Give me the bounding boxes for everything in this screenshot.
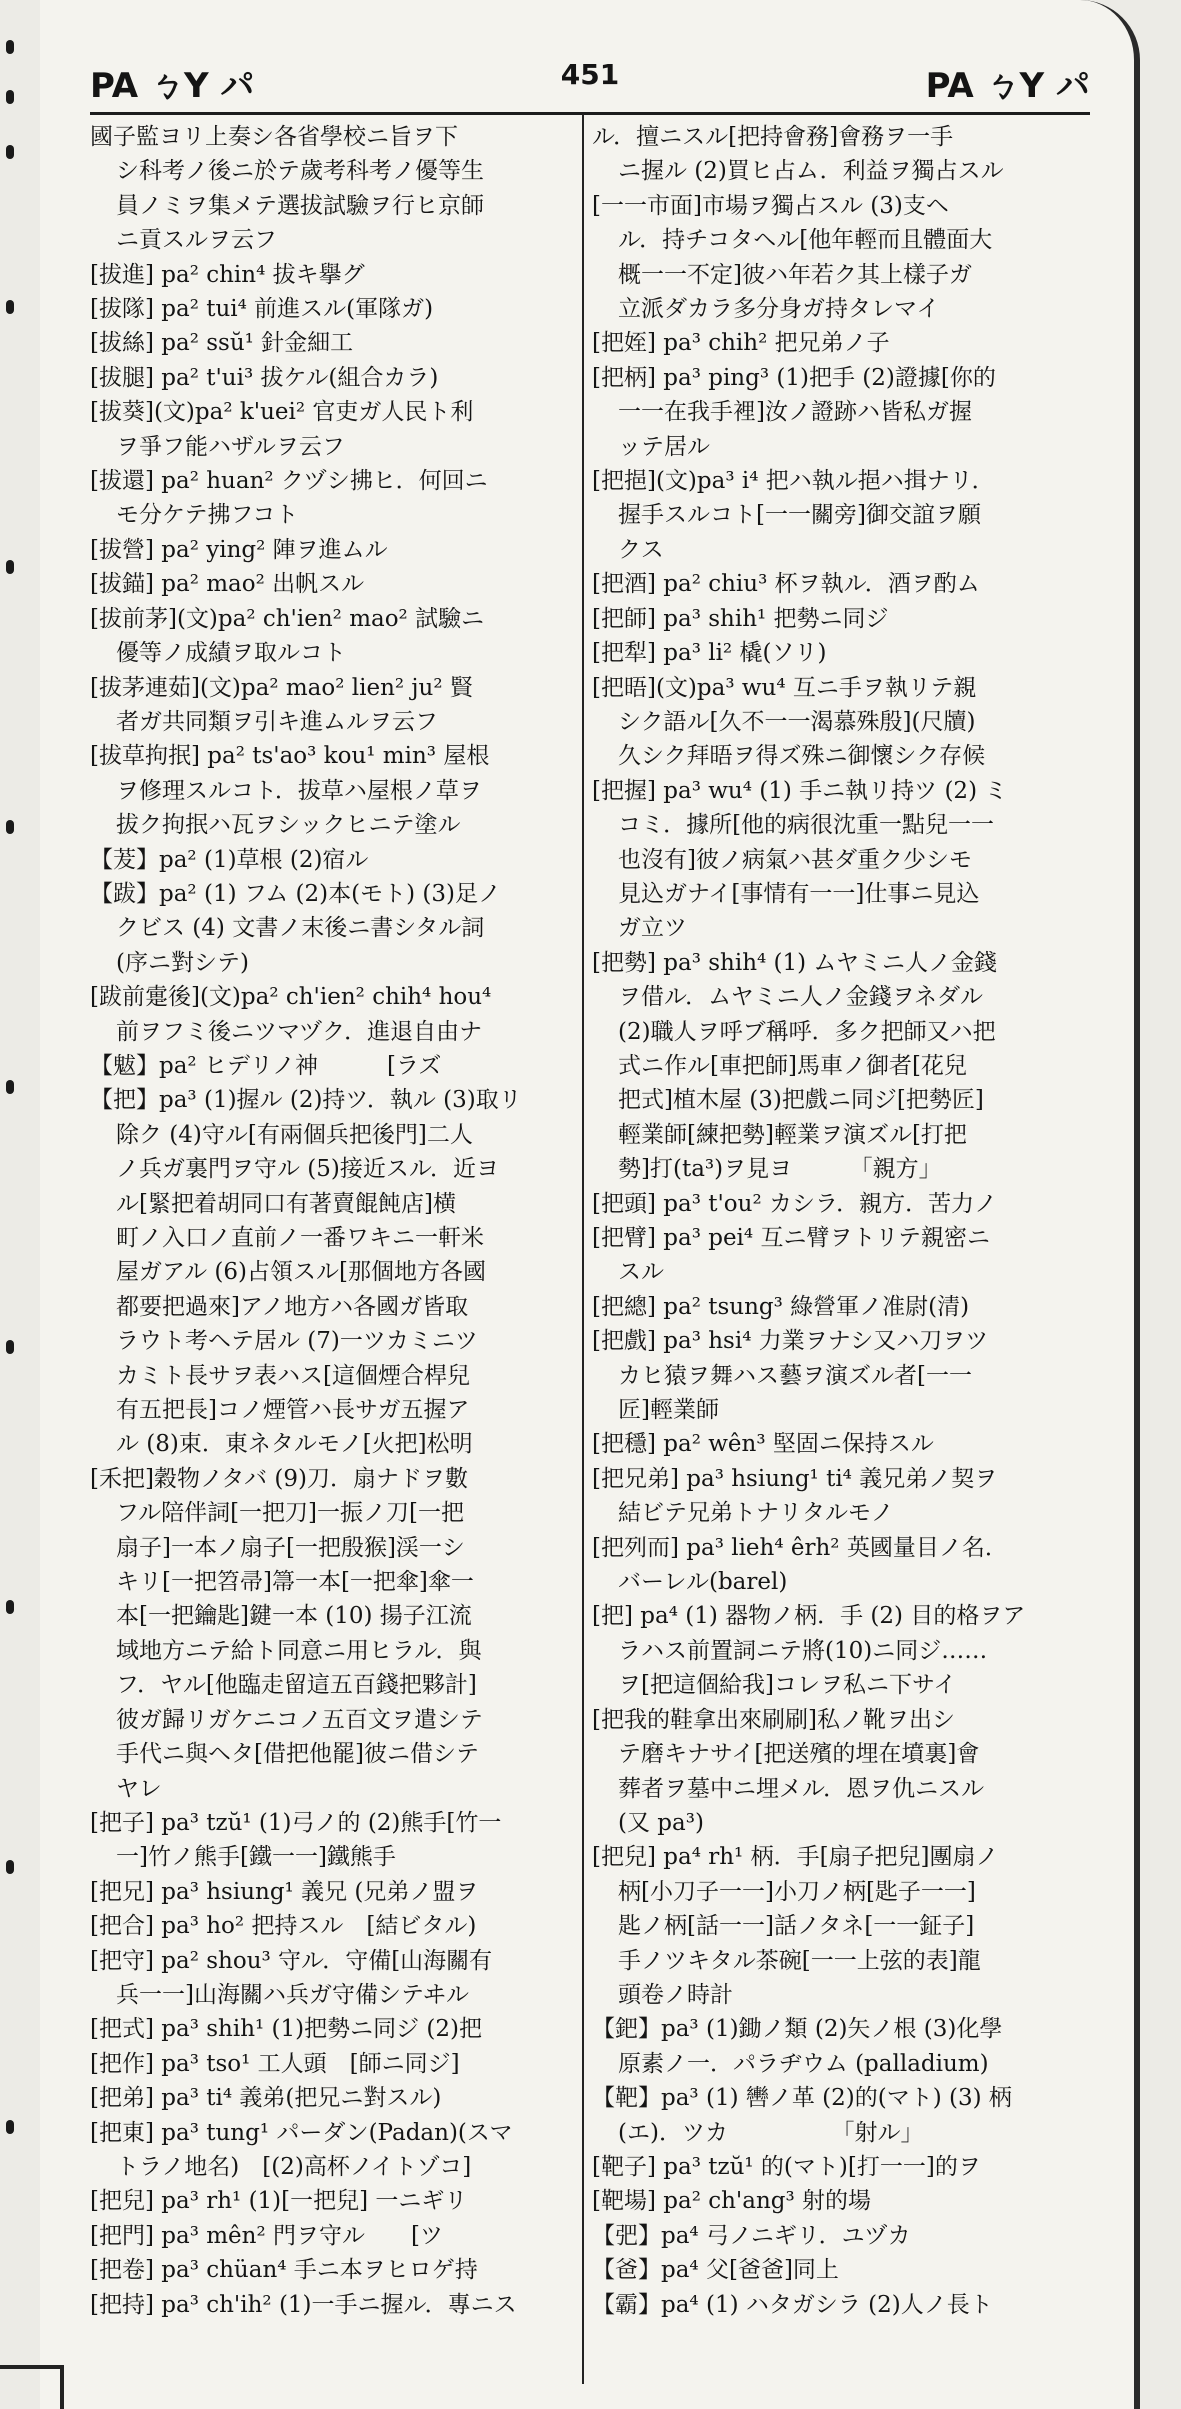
entry-line: ル[緊把着胡同口有著賣餛飩店]横 (116, 1190, 456, 1217)
binding-hole-mark (6, 40, 14, 54)
entry-line: ヲ爭フ能ハザルヲ云フ (116, 433, 345, 460)
entry-line: 匠]輕業師 (618, 1397, 719, 1424)
entry-line: 柄[小刀子一一]小刀ノ柄[匙子一一] (618, 1878, 976, 1905)
entry-line: 員ノミヲ集メテ選拔試驗ヲ行ヒ京師 (116, 192, 484, 219)
entry-line: バーレル(barel) (618, 1569, 788, 1596)
entry-line: 【弝】pa⁴ 弓ノニギリ．ユヅカ (592, 2222, 911, 2249)
page-number: 451 (560, 58, 620, 91)
entry-line: 【爸】pa⁴ 父[爸爸]同上 (592, 2257, 839, 2284)
entry-line: [把東] pa³ tung¹ パーダン(Padan)(スマ (90, 2119, 513, 2146)
entry-line: ラウト考ヘテ居ル (7)一ツカミニツ (116, 1328, 478, 1355)
binding-hole-mark (6, 1860, 14, 1874)
entry-line: ニ貢スルヲ云フ (116, 227, 277, 254)
entry-line: 【靶】pa³ (1) 轡ノ革 (2)的(マト) (3) 柄 (592, 2085, 1012, 2112)
entry-line: [把犁] pa³ li² 橇(ソリ) (592, 640, 827, 667)
entry-line: 把式]植木屋 (3)把戲ニ同ジ[把勢匠] (618, 1087, 984, 1114)
entry-line: 有五把長]コノ煙管ハ長サガ五握ア (116, 1397, 470, 1424)
entry-line: 者ガ共同類ヲ引キ進ムルヲ云フ (116, 708, 438, 735)
entry-line: 【鈀】pa³ (1)鋤ノ類 (2)矢ノ根 (3)化學 (592, 2016, 1003, 2043)
binding-hole-mark (6, 1080, 14, 1094)
entry-line: 立派ダカラ多分身ガ持タレマイ (618, 296, 940, 323)
entry-line: カヒ猿ヲ舞ハス藝ヲ演ズル者[一一 (618, 1362, 972, 1389)
entry-line: ヲ借ル．ムヤミニ人ノ金錢ヲネダル (618, 984, 984, 1011)
entry-line: 概一一不定]彼ハ年若ク其上樣子ガ (618, 261, 972, 288)
entry-line: 【把】pa³ (1)握ル (2)持ツ．執ル (3)取リ (90, 1087, 522, 1114)
entry-line: [拔進] pa² chin⁴ 拔キ擧グ (90, 261, 365, 288)
entry-line: [拔營] pa² ying² 陣ヲ進ムル (90, 536, 388, 563)
entry-line: 一]竹ノ熊手[鐵一一]鐵熊手 (116, 1844, 396, 1871)
binding-hole-mark (6, 560, 14, 574)
header-left-guide: PA ㄅY パ (90, 66, 255, 106)
entry-line: [把姪] pa³ chih² 把兄弟ノ子 (592, 330, 890, 357)
entry-line: 原素ノ一．パラヂウム (palladium) (618, 2050, 989, 2077)
right-column (592, 120, 1082, 2380)
entry-line: 屋ガアル (6)占領スル[那個地方各國 (116, 1259, 486, 1286)
entry-line: シク語ル[久不一一渴慕殊殷](尺牘) (618, 708, 976, 735)
entry-line: [把柄] pa³ ping³ (1)把手 (2)證據[你的 (592, 364, 996, 391)
entry-line: フル陪伴詞[一把刀]一振ノ刀[一把 (116, 1500, 464, 1527)
entry-line: [靶場] pa² ch'ang³ 射的場 (592, 2188, 872, 2215)
entry-line: 【跋】pa² (1) フム (2)本(モト) (3)足ノ (90, 880, 501, 907)
entry-line: [拔還] pa² huan² クヅシ拂ヒ．何回ニ (90, 468, 488, 495)
entry-line: 輕業師[練把勢]輕業ヲ演ズル[打把 (618, 1121, 967, 1148)
entry-line: [把握] pa³ wu⁴ (1) 手ニ執リ持ツ (2) ミ (592, 777, 1008, 804)
page-corner-mark (0, 2365, 64, 2409)
binding-hole-mark (6, 820, 14, 834)
entry-line: ル．持チコタヘル[他年輕而且體面大 (618, 227, 993, 254)
entry-line: [把酒] pa² chiu³ 杯ヲ執ル．酒ヲ酌ム (592, 571, 980, 598)
entry-line: クス (618, 536, 664, 563)
entry-line: 結ビテ兄弟トナリタルモノ (618, 1500, 894, 1527)
entry-line: [把穩] pa² wên³ 堅固ニ保持スル (592, 1431, 934, 1458)
entry-line: ル．擅ニスル[把持會務]會務ヲ一手 (592, 124, 954, 150)
header-right-guide: PA ㄅY パ (925, 66, 1090, 106)
binding-hole-mark (6, 145, 14, 159)
entry-line: [把挹](文)pa³ i⁴ 把ハ執ル挹ハ揖ナリ． (592, 468, 995, 495)
entry-line: [拔腿] pa² t'ui³ 拔ケル(組合カラ) (90, 364, 439, 391)
entry-line: ラハス前置詞ニテ將(10)ニ同ジ…… (618, 1637, 988, 1664)
binding-hole-mark (6, 2120, 14, 2134)
entry-line: [把子] pa³ tzŭ¹ (1)弓ノ的 (2)熊手[竹一 (90, 1809, 502, 1836)
entry-line: スル (618, 1259, 664, 1286)
entry-line: コミ．據所[他的病很沈重一點兒一一 (618, 812, 995, 839)
entry-line: [把兄弟] pa³ hsiung¹ ti⁴ 義兄弟ノ契ヲ (592, 1465, 998, 1492)
entry-line: 【魃】pa² ヒデリノ神 [ラズ (90, 1052, 442, 1079)
entry-line: ル (8)束．東ネタルモノ[火把]松明 (116, 1431, 473, 1458)
entry-line: [拔草拘抿] pa² ts'ao³ kou¹ min³ 屋根 (90, 743, 490, 770)
entry-line: ヲ[把這個給我]コレヲ私ニ下サイ (618, 1672, 957, 1699)
entry-line: (2)職人ヲ呼ブ稱呼．多ク把師又ハ把 (618, 1018, 996, 1045)
entry-line: [把持] pa³ ch'ih² (1)一手ニ握ル．專ニス (90, 2291, 517, 2318)
entry-line: [把戲] pa³ hsi⁴ 力業ヲナシ又ハ刀ヲツ (592, 1328, 989, 1355)
entry-line: テ磨キナサイ[把送殯的埋在墳裏]會 (618, 1741, 980, 1768)
entry-line: 扇子]一本ノ扇子[一把殷猴]渓一シ (116, 1534, 465, 1561)
entry-line: [把兒] pa³ rh¹ (1)[一把兒] 一ニギリ (90, 2188, 468, 2215)
entry-line: 拔ク拘抿ハ瓦ヲシックヒニテ塗ル (116, 812, 461, 839)
binding-hole-mark (6, 1340, 14, 1354)
entry-line: [把晤](文)pa³ wu⁴ 互ニ手ヲ執リテ親 (592, 674, 977, 701)
entry-line: [拔茅連茹](文)pa² mao² lien² ju² 賢 (90, 674, 473, 701)
entry-line: [拔葵](文)pa² k'uei² 官吏ガ人民ト利 (90, 399, 474, 426)
header-rule (90, 112, 1090, 115)
entry-line: 域地方ニテ給ト同意ニ用ヒラル．與 (116, 1637, 482, 1664)
entry-line: 見込ガナイ[事情有一一]仕事ニ見込 (618, 880, 980, 907)
entry-line: カミト長サヲ表ハス[這個煙合桿兒 (116, 1362, 470, 1389)
entry-line: [拔前茅](文)pa² ch'ien² mao² 試驗ニ (90, 605, 485, 632)
entry-line: [把卷] pa³ chüan⁴ 手ニ本ヲヒロゲ持 (90, 2257, 478, 2284)
entry-line: [把總] pa² tsung³ 綠營軍ノ准尉(清) (592, 1293, 970, 1320)
entry-line: シ科考ノ後ニ於テ歲考科考ノ優等生 (116, 158, 484, 185)
entry-line: 式ニ作ル[車把師]馬車ノ御者[花兒 (618, 1052, 967, 1079)
page-header (90, 58, 1090, 118)
entry-line: ガ立ツ (618, 915, 687, 942)
entry-line: [把作] pa³ tso¹ 工人頭 [師ニ同ジ] (90, 2050, 460, 2077)
entry-line: [拔錨] pa² mao² 出帆スル (90, 571, 365, 598)
entry-line: [把臂] pa³ pei⁴ 互ニ臂ヲトリテ親密ニ (592, 1225, 990, 1251)
binding-hole-mark (6, 1600, 14, 1614)
entry-line: 前ヲフミ後ニツマヅク．進退自由ナ (116, 1018, 483, 1045)
entry-line: 優等ノ成績ヲ取ルコト (116, 640, 346, 667)
entry-line: 【茇】pa² (1)草根 (2)宿ル (90, 846, 369, 873)
entry-line: [把頭] pa³ t'ou² カシラ．親方．苦力ノ (592, 1190, 998, 1217)
binding-hole-mark (6, 90, 14, 104)
entry-line: 勢]打(ta³)ヲ見ヨ 「親方」 (618, 1156, 942, 1183)
entry-line: 頭卷ノ時計 (618, 1981, 733, 2008)
entry-line: [把守] pa² shou³ 守ル．守備[山海關有 (90, 1947, 493, 1974)
entry-line: [把兒] pa⁴ rh¹ 柄．手[扇子把兒]團扇ノ (592, 1844, 999, 1871)
entry-line: モ分ケテ拂フコト (116, 502, 299, 529)
entry-line: (エ)．ツカ 「射ル」 (618, 2119, 924, 2146)
entry-line: [一一市面]市場ヲ獨占スル (3)支ヘ (592, 192, 949, 219)
entry-line: 葬者ヲ墓中ニ埋メル．恩ヲ仇ニスル (618, 1775, 985, 1802)
entry-line: 手ノツキタル茶碗[一一上弦的表]龍 (618, 1947, 981, 1974)
entry-line: [拔隊] pa² tui⁴ 前進スル(軍隊ガ) (90, 296, 434, 323)
entry-line: 【霸】pa⁴ (1) ハタガシラ (2)人ノ長ト (592, 2291, 993, 2318)
left-column (90, 120, 575, 2380)
entry-line: 也沒有]彼ノ病氣ハ甚ダ重ク少シモ (618, 846, 972, 873)
entry-line: ッテ居ル (618, 433, 710, 460)
entry-line: [把門] pa³ mên² 門ヲ守ル [ツ (90, 2222, 443, 2249)
entry-line: 握手スルコト[一一關旁]御交誼ヲ願 (618, 502, 981, 529)
entry-line: ノ兵ガ裏門ヲ守ル (5)接近スル．近ヨ (116, 1156, 500, 1183)
entry-line: [把兄] pa³ hsiung¹ 義兄 (兄弟ノ盟ヲ (90, 1878, 479, 1905)
entry-line: 本[一把鑰匙]鍵一本 (10) 揚子江流 (116, 1603, 472, 1630)
entry-line: クビス (4) 文書ノ末後ニ書シタル詞 (116, 915, 485, 942)
entry-line: [把合] pa³ ho² 把持スル [結ビタル) (90, 1913, 477, 1940)
entry-line: [把我的鞋拿出來刷刷]私ノ靴ヲ出シ (592, 1706, 955, 1733)
entry-line: 久シク拜晤ヲ得ズ殊ニ御懷シク存候 (618, 743, 986, 770)
entry-line: 手代ニ與ヘタ[借把他罷]彼ニ借シテ (116, 1741, 479, 1768)
entry-line: ヲ修理スルコト．拔草ハ屋根ノ草ヲ (116, 777, 482, 804)
entry-line: [把列而] pa³ lieh⁴ êrh² 英國量目ノ名． (592, 1534, 1008, 1561)
entry-line: 匙ノ柄[話一一]話ノタネ[一一鉦子] (618, 1913, 975, 1940)
entry-line: ニ握ル (2)買ヒ占ム．利益ヲ獨占スル (618, 158, 1004, 185)
entry-line: [拔絲] pa² ssŭ¹ 針金細工 (90, 330, 354, 357)
entry-line: 國子監ヨリ上奏シ各省學校ニ旨ヲ下 (90, 124, 458, 150)
entry-line: キリ[一把笤帚]箒一本[一把傘]傘一 (116, 1569, 474, 1596)
entry-line: トラノ地名) [(2)高杯ノイトゾコ] (116, 2153, 472, 2180)
entry-line: フ．ヤル[他臨走留這五百錢把夥計] (116, 1672, 477, 1699)
entry-line: 彼ガ歸リガケニコノ五百文ヲ遣シテ (116, 1706, 483, 1733)
binding-hole-mark (6, 300, 14, 314)
entry-line: ヤレ (116, 1775, 162, 1802)
entry-line: [把勢] pa³ shih⁴ (1) ムヤミニ人ノ金錢 (592, 949, 997, 976)
entry-line: [把師] pa³ shih¹ 把勢ニ同ジ (592, 605, 889, 632)
entry-line: (又 pa³) (618, 1809, 704, 1836)
entry-line: [靶子] pa³ tzŭ¹ 的(マト)[打一一]的ヲ (592, 2153, 981, 2180)
entry-line: [跋前疐後](文)pa² ch'ien² chih⁴ hou⁴ (90, 984, 492, 1011)
entry-line: [把] pa⁴ (1) 器物ノ柄．手 (2) 目的格ヲア (592, 1603, 1026, 1630)
entry-line: 都要把過來]アノ地方ハ各國ガ皆取 (116, 1293, 469, 1320)
entry-line: 除ク (4)守ル[有兩個兵把後門]二人 (116, 1121, 473, 1148)
entry-line: 兵一一]山海關ハ兵ガ守備シテヰル (116, 1981, 470, 2008)
entry-line: [把弟] pa³ ti⁴ 義弟(把兄ニ對スル) (90, 2085, 442, 2112)
entry-line: [禾把]穀物ノタバ (9)刀．扇ナドヲ數 (90, 1465, 468, 1492)
column-divider (582, 114, 584, 2384)
entry-line: [把式] pa³ shih¹ (1)把勢ニ同ジ (2)把 (90, 2016, 483, 2043)
entry-line: 町ノ入口ノ直前ノ一番ワキニ一軒米 (116, 1225, 484, 1251)
entry-line: 一一在我手裡]汝ノ證跡ハ皆私ガ握 (618, 399, 972, 426)
entry-line: (序ニ對シテ) (116, 949, 249, 976)
